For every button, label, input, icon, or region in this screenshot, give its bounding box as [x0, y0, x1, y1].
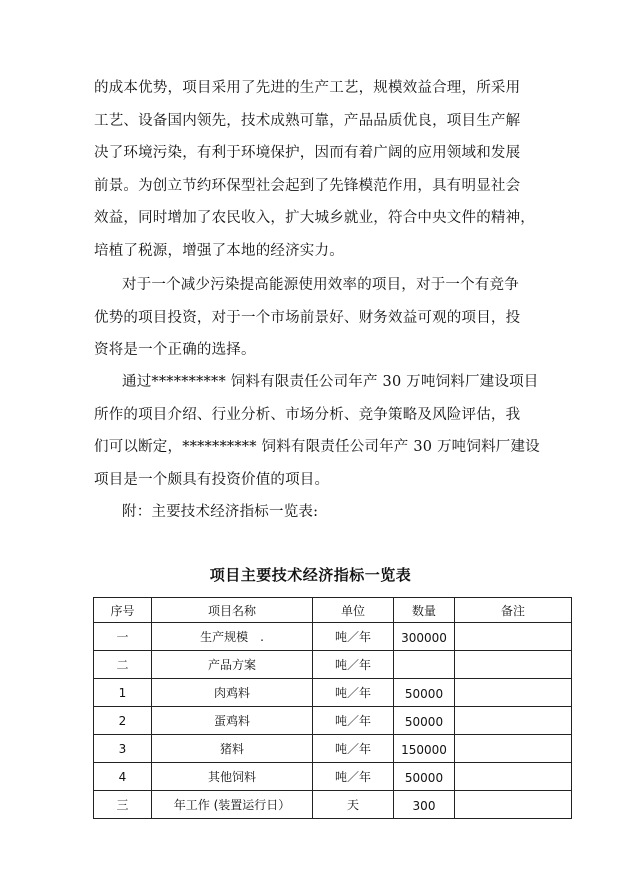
table-cell: 吨／年 [313, 735, 394, 763]
table-cell: 300 [394, 791, 455, 819]
indicator-table [93, 597, 572, 819]
table-header-row [94, 598, 572, 623]
table-cell [455, 679, 572, 707]
table-cell [455, 651, 572, 679]
table-cell [455, 735, 572, 763]
body-paragraph-2 [94, 269, 530, 367]
table-cell: 吨／年 [313, 651, 394, 679]
text-line: 前景。为创立节约环保型社会起到了先锋模范作用，具有明显社会 [94, 177, 521, 194]
table-cell: 天 [313, 791, 394, 819]
text-line: 通过********** 饲料有限责任公司年产 30 万吨饲料厂建设项目 [122, 374, 539, 390]
header-cell: 项目名称 [152, 598, 313, 623]
table-cell: 肉鸡料 [152, 679, 313, 707]
table-cell: 生产规模 . [152, 623, 313, 651]
attachment-note [94, 496, 530, 529]
table-cell: 产品方案 [152, 651, 313, 679]
table-cell: 二 [94, 651, 152, 679]
table-cell: 吨／年 [313, 679, 394, 707]
table-cell: 1 [94, 679, 152, 707]
text-line: 决了环境污染，有利于环境保护，因而有着广阔的应用领域和发展 [94, 145, 521, 161]
table-cell: 吨／年 [313, 763, 394, 791]
table-cell [455, 623, 572, 651]
table-cell: 蛋鸡料 [152, 707, 313, 735]
header-cell: 备注 [455, 598, 572, 623]
table-cell: 吨／年 [313, 623, 394, 651]
text-line: 对于一个减少污染提高能源使用效率的项目，对于一个有竞争 [122, 277, 519, 293]
table-cell: 三 [94, 791, 152, 819]
text-line: 优势的项目投资，对于一个市场前景好、财务效益可观的项目，投 [94, 309, 521, 326]
table-cell: 猪料 [152, 735, 313, 763]
text-line: 所作的项目介绍、行业分析、市场分析、竞争策略及风险评估，我 [94, 406, 521, 423]
table-cell: 一 [94, 623, 152, 651]
text-line: 的成本优势，项目采用了先进的生产工艺，规模效益合理，所采用 [94, 80, 521, 96]
table-row [94, 707, 572, 735]
table-cell [394, 651, 455, 679]
body-paragraph-1 [94, 72, 535, 267]
header-cell: 数量 [394, 598, 455, 623]
table-row [94, 735, 572, 763]
table-cell: 50000 [394, 679, 455, 707]
table-cell: 4 [94, 763, 152, 791]
table-row [94, 763, 572, 791]
table-title: 项目主要技术经济指标一览表 [209, 566, 412, 584]
table-cell: 50000 [394, 707, 455, 735]
text-line: 效益，同时增加了农民收入，扩大城乡就业，符合中央文件的精神， [94, 210, 535, 226]
body-paragraph-3 [94, 366, 540, 496]
table-cell: 3 [94, 735, 152, 763]
text-line: 资将是一个正确的选择。 [94, 342, 256, 358]
text-line: 项目是一个颇具有投资价值的项目。 [94, 471, 330, 488]
table-cell: 2 [94, 707, 152, 735]
table-cell: 50000 [394, 763, 455, 791]
text-line: 附：主要技术经济指标一览表: [122, 504, 319, 520]
table-cell: 吨／年 [313, 707, 394, 735]
table-cell: 150000 [394, 735, 455, 763]
table-row [94, 651, 572, 679]
table-cell [455, 707, 572, 735]
table-row [94, 623, 572, 651]
table-cell [455, 791, 572, 819]
text-line: 培植了税源，增强了本地的经济实力。 [94, 242, 344, 259]
table-cell: 300000 [394, 623, 455, 651]
table-row [94, 791, 572, 819]
header-cell: 序号 [94, 598, 152, 623]
table-cell: 年工作 (装置运行日） [152, 791, 313, 819]
header-cell: 单位 [313, 598, 394, 623]
table-cell [455, 763, 572, 791]
text-line: 工艺、设备国内领先，技术成熟可靠，产品品质优良，项目生产解 [94, 112, 521, 129]
text-line: 们可以断定，********** 饲料有限责任公司年产 30 万吨饲料厂建设 [94, 439, 540, 455]
table-row [94, 679, 572, 707]
table-cell: 其他饲料 [152, 763, 313, 791]
